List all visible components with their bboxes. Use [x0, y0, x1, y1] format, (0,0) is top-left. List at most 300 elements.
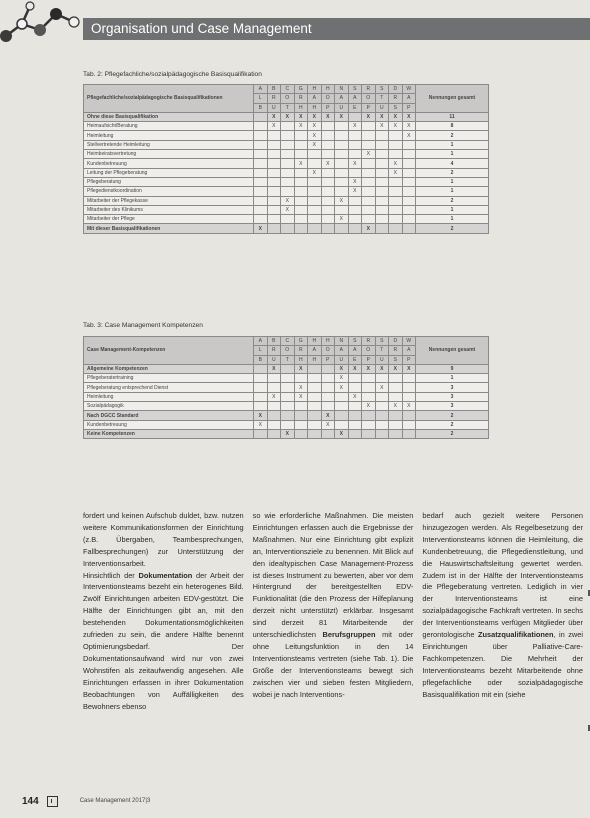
mark-cell: [267, 159, 281, 168]
table-row: [84, 429, 489, 438]
mark-cell: [389, 205, 403, 214]
mark-cell: [348, 429, 362, 438]
row-label: Pflegedienstkoordination: [84, 187, 254, 196]
mark-cell: [281, 187, 295, 196]
count-cell: 2: [416, 420, 489, 429]
row-label: Mitarbeiter des Klinikums: [84, 205, 254, 214]
mark-cell: [281, 383, 295, 392]
table-row: [84, 420, 489, 429]
mark-cell: [375, 159, 389, 168]
row-label: Pflegeberatung entsprechend Dienst: [84, 383, 254, 392]
mark-cell: X: [389, 364, 403, 373]
mark-cell: [254, 392, 268, 401]
mark-cell: [402, 383, 416, 392]
mark-cell: X: [348, 187, 362, 196]
row-label: Allgemeine Kompetenzen: [84, 364, 254, 373]
row-label: Stellvertretende Heimleitung: [84, 140, 254, 149]
mark-cell: [254, 131, 268, 140]
count-cell: 1: [416, 140, 489, 149]
count-cell: 2: [416, 131, 489, 140]
text-column-1: [83, 510, 244, 712]
column-code-letter: A: [402, 94, 416, 103]
mark-cell: [335, 150, 349, 159]
mark-cell: X: [308, 112, 322, 121]
mark-cell: [389, 429, 403, 438]
mark-cell: [281, 374, 295, 383]
column-code-letter: P: [321, 103, 335, 112]
mark-cell: X: [348, 177, 362, 186]
column-code-letter: O: [281, 94, 295, 103]
mark-cell: X: [335, 383, 349, 392]
mark-cell: [281, 224, 295, 233]
column-code-letter: T: [375, 346, 389, 355]
table-corner-header: Case Management-Kompetenzen: [84, 337, 254, 365]
mark-cell: [335, 224, 349, 233]
column-code-letter: U: [267, 103, 281, 112]
count-cell: 1: [416, 187, 489, 196]
mark-cell: [308, 159, 322, 168]
mark-cell: [375, 411, 389, 420]
mark-cell: [281, 168, 295, 177]
mark-cell: [281, 159, 295, 168]
column-code-letter: C: [281, 337, 295, 346]
table-row: [84, 168, 489, 177]
mark-cell: [254, 150, 268, 159]
mark-cell: [308, 420, 322, 429]
mark-cell: [254, 177, 268, 186]
mark-cell: X: [294, 383, 308, 392]
mark-cell: [348, 112, 362, 121]
mark-cell: [294, 374, 308, 383]
count-cell: 1: [416, 150, 489, 159]
mark-cell: [254, 159, 268, 168]
mark-cell: [375, 140, 389, 149]
count-cell: 1: [416, 177, 489, 186]
column-code-letter: A: [348, 94, 362, 103]
table-row: [84, 187, 489, 196]
text-column-3: [422, 510, 583, 712]
column-code-letter: U: [267, 355, 281, 364]
mark-cell: [375, 374, 389, 383]
column-code-letter: R: [267, 346, 281, 355]
column-code-letter: A: [308, 346, 322, 355]
mark-cell: X: [281, 205, 295, 214]
column-code-letter: H: [308, 85, 322, 94]
column-code-letter: H: [294, 355, 308, 364]
mark-cell: [375, 224, 389, 233]
book-icon: [47, 796, 58, 807]
column-code-letter: W: [402, 85, 416, 94]
table-row: [84, 411, 489, 420]
mark-cell: [348, 224, 362, 233]
mark-cell: [308, 187, 322, 196]
count-cell: 1: [416, 215, 489, 224]
mark-cell: [281, 420, 295, 429]
mark-cell: [375, 215, 389, 224]
mark-cell: [348, 168, 362, 177]
table-row: [84, 402, 489, 411]
mark-cell: [402, 411, 416, 420]
row-label: Nach DGCC Standard: [84, 411, 254, 420]
mark-cell: [267, 177, 281, 186]
table-row: [84, 131, 489, 140]
column-code-letter: H: [321, 337, 335, 346]
mark-cell: [362, 383, 376, 392]
column-code-letter: R: [267, 94, 281, 103]
mark-cell: X: [321, 411, 335, 420]
mark-cell: [294, 205, 308, 214]
row-label: Heimbeiratsvertretung: [84, 150, 254, 159]
mark-cell: [321, 215, 335, 224]
mark-cell: [389, 140, 403, 149]
mark-cell: X: [294, 122, 308, 131]
mark-cell: [281, 402, 295, 411]
mark-cell: [254, 196, 268, 205]
mark-cell: [402, 374, 416, 383]
column-code-letter: E: [348, 355, 362, 364]
column-code-letter: H: [321, 85, 335, 94]
mark-cell: [389, 392, 403, 401]
count-cell: 1: [416, 374, 489, 383]
mark-cell: X: [335, 215, 349, 224]
mark-cell: [335, 140, 349, 149]
table3-caption: Tab. 3: Case Management Kompetenzen: [83, 322, 203, 329]
column-code-letter: T: [375, 94, 389, 103]
mark-cell: [389, 215, 403, 224]
mark-cell: [294, 150, 308, 159]
mark-cell: X: [335, 196, 349, 205]
column-code-letter: H: [308, 355, 322, 364]
column-code-letter: R: [389, 346, 403, 355]
mark-cell: [254, 402, 268, 411]
mark-cell: [335, 402, 349, 411]
mark-cell: [402, 224, 416, 233]
mark-cell: X: [362, 150, 376, 159]
mark-cell: [294, 224, 308, 233]
mark-cell: [267, 420, 281, 429]
mark-cell: [362, 122, 376, 131]
mark-cell: X: [335, 364, 349, 373]
table-row: [84, 364, 489, 373]
column-code-letter: N: [335, 337, 349, 346]
mark-cell: [254, 205, 268, 214]
mark-cell: [375, 402, 389, 411]
mark-cell: [308, 429, 322, 438]
mark-cell: [281, 140, 295, 149]
mark-cell: [335, 205, 349, 214]
mark-cell: [267, 215, 281, 224]
mark-cell: [321, 224, 335, 233]
mark-cell: [321, 364, 335, 373]
mark-cell: [335, 168, 349, 177]
column-code-letter: C: [281, 85, 295, 94]
mark-cell: [308, 402, 322, 411]
mark-cell: [294, 168, 308, 177]
table-row: [84, 112, 489, 121]
mark-cell: X: [281, 429, 295, 438]
row-label: Heimleitung: [84, 131, 254, 140]
mark-cell: X: [402, 122, 416, 131]
mark-cell: [294, 215, 308, 224]
mark-cell: [362, 187, 376, 196]
table-row: [84, 150, 489, 159]
mark-cell: [308, 383, 322, 392]
mark-cell: [362, 140, 376, 149]
mark-cell: [348, 150, 362, 159]
mark-cell: [267, 150, 281, 159]
table-row: [84, 215, 489, 224]
section-header: Organisation und Case Management: [83, 18, 590, 40]
mark-cell: [362, 159, 376, 168]
mark-cell: [267, 140, 281, 149]
body-text: [83, 510, 583, 712]
mark-cell: X: [294, 112, 308, 121]
mark-cell: [375, 131, 389, 140]
count-cell: 2: [416, 411, 489, 420]
mark-cell: [335, 131, 349, 140]
table-row: [84, 159, 489, 168]
mark-cell: [335, 392, 349, 401]
mark-cell: [402, 429, 416, 438]
mark-cell: [294, 187, 308, 196]
count-cell: 2: [416, 196, 489, 205]
mark-cell: X: [389, 112, 403, 121]
mark-cell: [267, 224, 281, 233]
count-cell: 3: [416, 402, 489, 411]
mark-cell: [281, 131, 295, 140]
count-cell: 11: [416, 112, 489, 121]
mark-cell: [267, 196, 281, 205]
mark-cell: [375, 150, 389, 159]
mark-cell: X: [308, 168, 322, 177]
mark-cell: [321, 187, 335, 196]
column-code-letter: S: [375, 85, 389, 94]
mark-cell: X: [389, 168, 403, 177]
table-corner-header: Pflegefachliche/sozialpädagogische Basisqualifikationen: [84, 85, 254, 113]
mark-cell: X: [389, 122, 403, 131]
mark-cell: [389, 383, 403, 392]
mark-cell: [281, 122, 295, 131]
row-label: Keine Kompetenzen: [84, 429, 254, 438]
mark-cell: [389, 374, 403, 383]
mark-cell: X: [294, 159, 308, 168]
mark-cell: [362, 420, 376, 429]
mark-cell: [375, 205, 389, 214]
mark-cell: X: [267, 122, 281, 131]
mark-cell: [267, 402, 281, 411]
mark-cell: [375, 429, 389, 438]
mark-cell: [348, 402, 362, 411]
column-code-letter: O: [362, 346, 376, 355]
mark-cell: [389, 196, 403, 205]
mark-cell: [375, 177, 389, 186]
mark-cell: [362, 177, 376, 186]
mark-cell: [267, 168, 281, 177]
mark-cell: [267, 429, 281, 438]
column-code-letter: H: [308, 103, 322, 112]
mark-cell: X: [267, 364, 281, 373]
mark-cell: [402, 177, 416, 186]
mark-cell: X: [267, 112, 281, 121]
mark-cell: X: [267, 392, 281, 401]
column-code-letter: P: [402, 355, 416, 364]
mark-cell: [362, 411, 376, 420]
mark-cell: [308, 364, 322, 373]
mark-cell: X: [375, 383, 389, 392]
mark-cell: [348, 411, 362, 420]
mark-cell: [389, 177, 403, 186]
mark-cell: X: [335, 112, 349, 121]
column-code-letter: T: [281, 103, 295, 112]
mark-cell: [267, 131, 281, 140]
column-code-letter: S: [389, 355, 403, 364]
column-code-letter: O: [281, 346, 295, 355]
mark-cell: [308, 374, 322, 383]
mark-cell: [321, 429, 335, 438]
column-code-letter: P: [321, 355, 335, 364]
mark-cell: [389, 411, 403, 420]
mark-cell: [254, 429, 268, 438]
row-label: Kundenbetreuung: [84, 159, 254, 168]
mark-cell: [321, 177, 335, 186]
mark-cell: [321, 402, 335, 411]
mark-cell: [335, 420, 349, 429]
column-code-letter: S: [375, 337, 389, 346]
table-row: [84, 177, 489, 186]
table-case-management-kompetenzen: [83, 336, 489, 439]
row-label: Mitarbeiter der Pflegekasse: [84, 196, 254, 205]
mark-cell: [308, 392, 322, 401]
column-code-letter: U: [375, 355, 389, 364]
mark-cell: [402, 420, 416, 429]
mark-cell: X: [362, 402, 376, 411]
column-code-letter: O: [321, 94, 335, 103]
row-label: Pflegeberatertraining: [84, 374, 254, 383]
mark-cell: [402, 140, 416, 149]
table-row: [84, 374, 489, 383]
table-row: [84, 122, 489, 131]
mark-cell: X: [254, 420, 268, 429]
mark-cell: [348, 215, 362, 224]
mark-cell: [348, 140, 362, 149]
mark-cell: [254, 364, 268, 373]
column-code-letter: S: [389, 103, 403, 112]
column-code-letter: R: [294, 94, 308, 103]
mark-cell: X: [362, 364, 376, 373]
mark-cell: [308, 411, 322, 420]
mark-cell: [267, 383, 281, 392]
mark-cell: X: [335, 429, 349, 438]
mark-cell: [375, 168, 389, 177]
mark-cell: [321, 392, 335, 401]
mark-cell: X: [281, 196, 295, 205]
mark-cell: [348, 420, 362, 429]
column-code-letter: G: [294, 337, 308, 346]
page-number: 144: [22, 795, 39, 807]
column-code-letter: S: [348, 85, 362, 94]
mark-cell: X: [348, 392, 362, 401]
count-cell: 4: [416, 159, 489, 168]
mark-cell: [321, 168, 335, 177]
row-label: Mit dieser Basisqualifikationen: [84, 224, 254, 233]
column-code-letter: R: [362, 85, 376, 94]
column-code-letter: T: [281, 355, 295, 364]
paragraph: bedarf auch gezielt weitere Personen hinzugezogen werden. Als Regelbesetzung der Interventionsteams können die Heimleitung, die Kundenbetreuung, die Pflegedienstleitung, und die Hauswirtschaftsleitung gewertet werden. Zudem ist in der Hälfte der Interventionsteams die Pflegeberatung vertreten. Lediglich in vier der Interventionsteams ist eine sozialpädagogische Fachkraft vertreten. In sechs der Interventionsteams verfügen Mitglieder über gerontologische Zusatzqualifikationen, in zwei Einrichtungen über Palliative-Care-Fachkompetenzen. Die Mehrheit der Interventionsteams bezeht Mitarbeitende ohne pflegefachliche oder sozialpädagogische Basisqualifikation mit ein (siehe: [422, 511, 584, 699]
mark-cell: [321, 140, 335, 149]
mark-cell: [321, 122, 335, 131]
mark-cell: [402, 187, 416, 196]
table-row: [84, 383, 489, 392]
mark-cell: [348, 205, 362, 214]
mark-cell: [294, 402, 308, 411]
mark-cell: [362, 374, 376, 383]
row-label: Heimaufsicht/Beratung: [84, 122, 254, 131]
mark-cell: X: [308, 131, 322, 140]
mark-cell: [281, 411, 295, 420]
count-cell: 2: [416, 429, 489, 438]
column-code-letter: H: [294, 103, 308, 112]
mark-cell: X: [402, 402, 416, 411]
mark-cell: [254, 168, 268, 177]
page-footer: [22, 793, 222, 809]
mark-cell: [348, 383, 362, 392]
mark-cell: X: [375, 112, 389, 121]
mark-cell: [308, 150, 322, 159]
mark-cell: [267, 187, 281, 196]
mark-cell: [348, 374, 362, 383]
mark-cell: [335, 411, 349, 420]
row-label: Pflegeberatung: [84, 177, 254, 186]
mark-cell: [389, 150, 403, 159]
column-code-letter: O: [321, 346, 335, 355]
column-code-letter: L: [254, 346, 268, 355]
column-code-letter: R: [389, 94, 403, 103]
column-code-letter: P: [402, 103, 416, 112]
paragraph: Hinsichtlich der Dokumentation der Arbeit der Interventionsteams bezeht ein heterogenes Bild. Zwölf Einrichtungen arbeiten EDV-gestützt. Die Hälfte der Einrichtungen gibt an, mit den bestehenden Dokumentationsmöglichkeiten zufrieden zu sein, die andere Hälfte benennt Optimierungsbedarf. Der Dokumentationsaufwand wird nur von zwei Wohnstifen als zeitaufwendig angesehen. Alle Einrichtungen erfassen in ihrer Dokumentation Beobachtungen von Auffälligkeiten des Bewohners ebenso: [83, 570, 244, 711]
column-code-letter: B: [254, 103, 268, 112]
mark-cell: X: [362, 224, 376, 233]
column-code-letter: R: [362, 337, 376, 346]
mark-cell: X: [348, 122, 362, 131]
table-basisqualifikation: [83, 84, 489, 234]
mark-cell: [362, 392, 376, 401]
mark-cell: [362, 205, 376, 214]
mark-cell: [362, 131, 376, 140]
mark-cell: X: [294, 392, 308, 401]
count-cell: 2: [416, 168, 489, 177]
column-code-letter: G: [294, 85, 308, 94]
column-code-letter: B: [267, 85, 281, 94]
mark-cell: [308, 196, 322, 205]
mark-cell: [335, 122, 349, 131]
mark-cell: [362, 168, 376, 177]
mark-cell: [402, 392, 416, 401]
mark-cell: [254, 383, 268, 392]
column-code-letter: A: [335, 94, 349, 103]
mark-cell: [267, 374, 281, 383]
column-code-letter: H: [308, 337, 322, 346]
mark-cell: [335, 159, 349, 168]
mark-cell: [254, 122, 268, 131]
mark-cell: [375, 187, 389, 196]
paragraph: fordert und keinen Aufschub duldet, bzw. nutzen weitere Kommunikationsformen der Einrichtung (z.B. Übergaben, Teambesprechungen, Fallbesprechungen) zur Unterstützung der Interventionsarbeit.: [83, 511, 244, 568]
mark-cell: [294, 420, 308, 429]
mark-cell: [321, 374, 335, 383]
mark-cell: [308, 205, 322, 214]
mark-cell: [267, 205, 281, 214]
column-code-letter: U: [375, 103, 389, 112]
row-label: Sozialpädagogik: [84, 402, 254, 411]
